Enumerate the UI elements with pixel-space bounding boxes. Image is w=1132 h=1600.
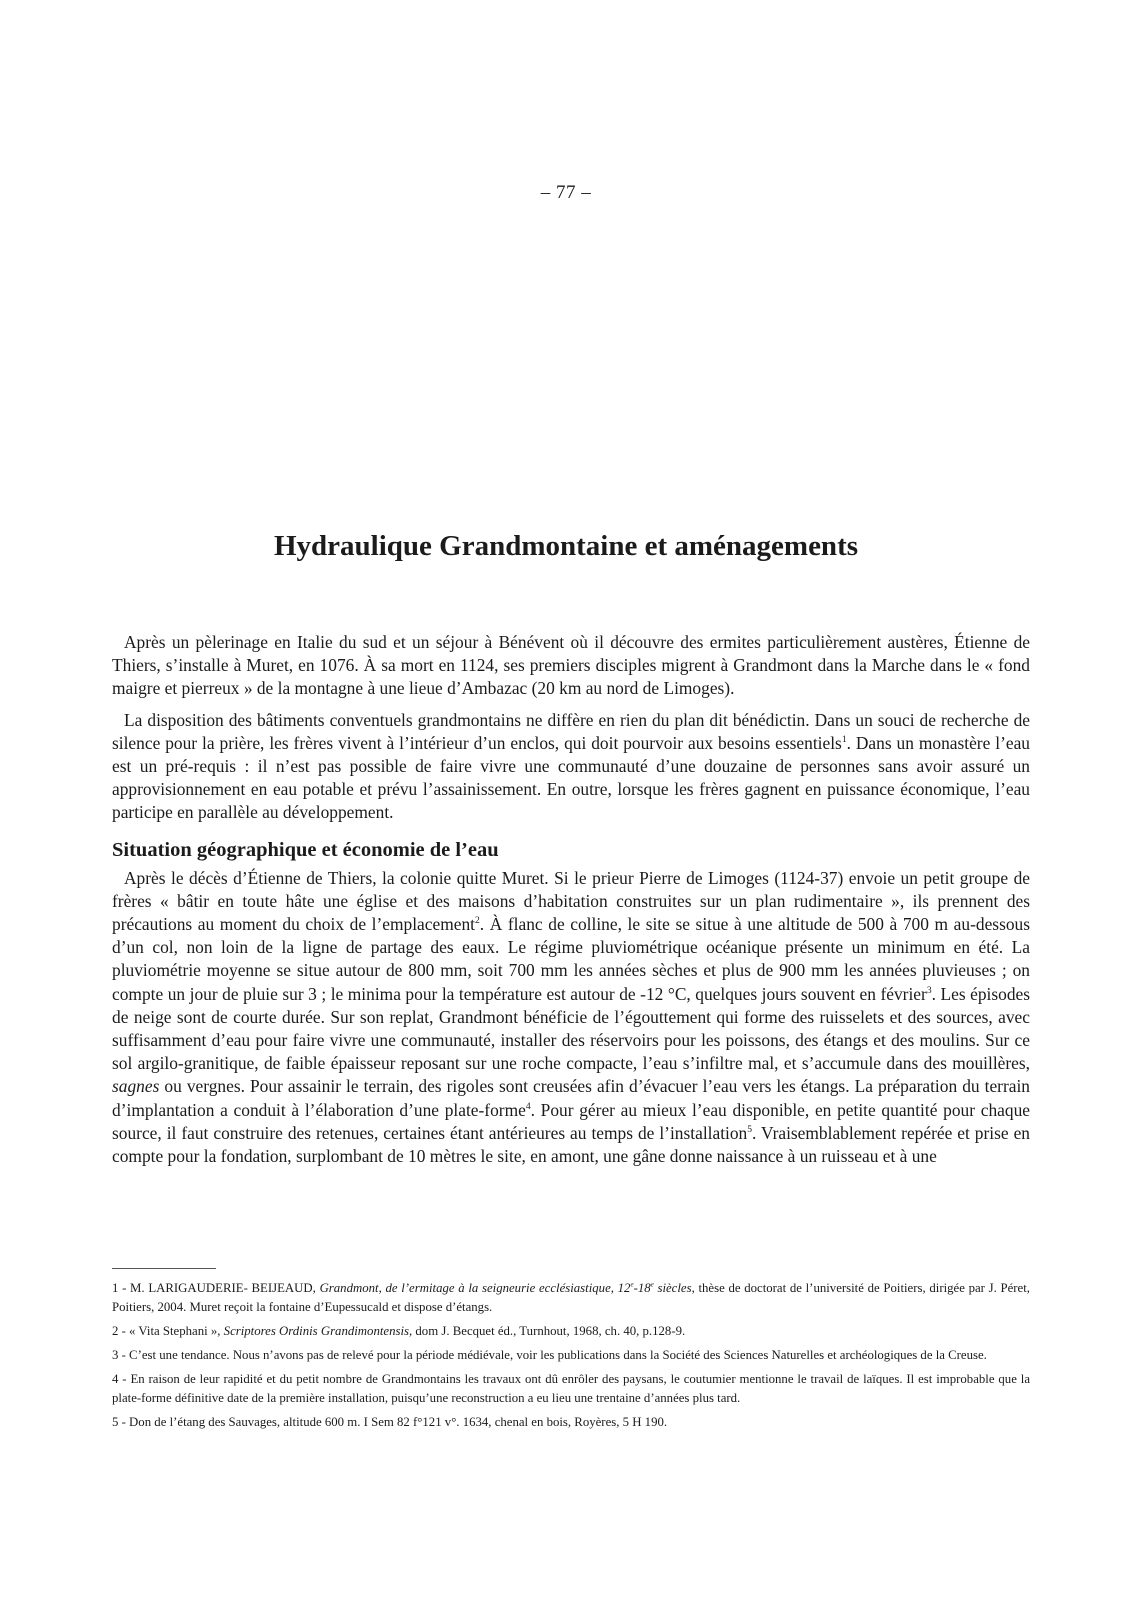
page-title: Hydraulique Grandmontaine et aménagements xyxy=(273,530,859,562)
footnotes xyxy=(112,1279,1030,1437)
paragraph-text: . Dans un monastère l’eau est un pré-requis : il n’est pas possible de faire vivre une communauté d’une douzaine de personnes sans avoir assuré un approvisionnement en eau potable et prévu l’assainissement. En outre, lorsque les frères gagnent en puissance économique, l’eau participe en parallèle au développement. xyxy=(112,732,1031,823)
footnote-ref-3: 3 xyxy=(926,984,932,996)
footnote-superscript: e xyxy=(630,1280,634,1289)
footnote-2 xyxy=(112,1322,1030,1341)
footnote-ref-1: 1 xyxy=(841,734,847,746)
footnote-1 xyxy=(112,1279,1030,1317)
footnote-title: Scriptores Ordinis Grandimontensis xyxy=(223,1324,409,1338)
footnote-ref-2: 2 xyxy=(474,915,480,927)
paragraph-text: La disposition des bâtiments conventuels grandmontains ne diffère en rien du plan dit bénédictin. Dans un souci de recherche de silence pour la prière, les frères vivent à l’intérieur d’un enclos, qui doit pourvoir aux besoins essentiels xyxy=(112,709,1030,753)
footnote-ref-4: 4 xyxy=(525,1100,531,1112)
paragraph-intro: Après un pèlerinage en Italie du sud et un séjour à Bénévent où il découvre des ermites particulièrement austères, Étienne de Thiers, s’installe à Muret, en 1076. À sa mort en 1124, ses premiers disciples migrent à Grandmont dans la Marche dans le « fond maigre et pierreux » de la montagne à une lieue d’Ambazac (20 km au nord de Limoges). xyxy=(112,632,1030,699)
footnote-ref-5: 5 xyxy=(747,1124,753,1136)
footnote-text: , dom J. Becquet éd., Turnhout, 1968, ch. 40, p.128-9. xyxy=(409,1324,686,1338)
paragraph-text: . À flanc de colline, le site se situe à une altitude de 500 à 700 m au-dessous d’un col, non loin de la ligne de partage des eaux. Le régime pluviométrique océanique présente un minimum en été. La pluviométrie moyenne se situe autour de 800 mm, soit 700 mm les années sèches et plus de 900 mm les années pluvieuses ; on compte un jour de pluie sur 3 ; le minima pour la température est autour de -12 °C, quelques jours souvent en février xyxy=(112,914,1030,1004)
italic-term: sagnes xyxy=(112,1076,160,1097)
footnote-divider xyxy=(112,1268,216,1269)
footnote-superscript: e xyxy=(650,1280,654,1289)
footnote-title: Grandmont, de l’ermitage à la seigneurie ecclésiastique, 12 xyxy=(319,1281,631,1295)
footnote-4: 4 - En raison de leur rapidité et du petit nombre de Grandmontains les travaux ont dû enrôler des paysans, le coutumier mentionne le travail de laïques. Il est improbable que la plate-forme définitive date de la première installation, puisqu’une reconstruction a eu lieu une trentaine d’années plus tard. xyxy=(112,1372,1030,1405)
section-heading: Situation géographique et économie de l’eau xyxy=(112,838,499,861)
footnote-text: 1 - M. LARIGAUDERIE- BEIJEAUD, xyxy=(112,1281,320,1295)
paragraph-situation xyxy=(112,867,1030,1169)
paragraph-text: . Pour gérer au mieux l’eau disponible, en petite quantité pour chaque source, il faut construire des retenues, certaines étant antérieures au temps de l’installation xyxy=(112,1099,1030,1143)
paragraph-text: . Les épisodes de neige sont de courte durée. Sur son replat, Grandmont bénéficie de l’égouttement qui forme des ruisselets et des sources, avec suffisamment d’eau pour faire vivre une communauté, installer des réservoirs pour les poissons, des étangs et des moulins. Sur ce sol argilo-granitique, de faible épaisseur reposant sur une roche compacte, l’eau s’infiltre mal, et s’accumule dans des mouillères, xyxy=(112,983,1030,1074)
paragraph-monastery xyxy=(112,709,1030,825)
paragraph-text: Après le décès d’Étienne de Thiers, la colonie quitte Muret. Si le prieur Pierre de Limoges (1124-37) envoie un petit groupe de frères « bâtir en toute hâte une église et des maisons d’habitation construites sur un plan rudimentaire », ils prennent des précautions au moment du choix de l’emplacement xyxy=(112,867,1030,935)
page-number: – 77 – xyxy=(540,182,592,203)
paragraph-text: ou vergnes. Pour assainir le terrain, des rigoles sont creusées afin d’évacuer l’eau vers les étangs. La préparation du terrain d’implantation a conduit à l’élaboration d’une plate-forme xyxy=(112,1076,1030,1120)
body-text xyxy=(112,631,1030,1176)
paragraph-text: . Vraisemblablement repérée et prise en compte pour la fondation, surplombant de 10 mètres le site, en amont, une gâne donne naissance à un ruisseau et à une xyxy=(112,1122,1030,1167)
footnote-title: -18 xyxy=(633,1281,651,1295)
footnote-5: 5 - Don de l’étang des Sauvages, altitude 600 m. I Sem 82 f°121 v°. 1634, chenal en bois, Royères, 5 H 190. xyxy=(112,1415,668,1429)
footnote-text: 2 - « Vita Stephani », xyxy=(112,1324,224,1338)
footnote-text: thèse de doctorat de l’université de Poitiers, dirigée par J. Péret, Poitiers, 2004. Muret reçoit la fontaine d’Eupessucald et dispose d’étangs. xyxy=(112,1281,1030,1314)
footnote-3: 3 - C’est une tendance. Nous n’avons pas de relevé pour la période médiévale, voir les publications dans la Société des Sciences Naturelles et archéologiques de la Creuse. xyxy=(112,1348,987,1362)
footnote-title: siècles, xyxy=(653,1281,695,1295)
